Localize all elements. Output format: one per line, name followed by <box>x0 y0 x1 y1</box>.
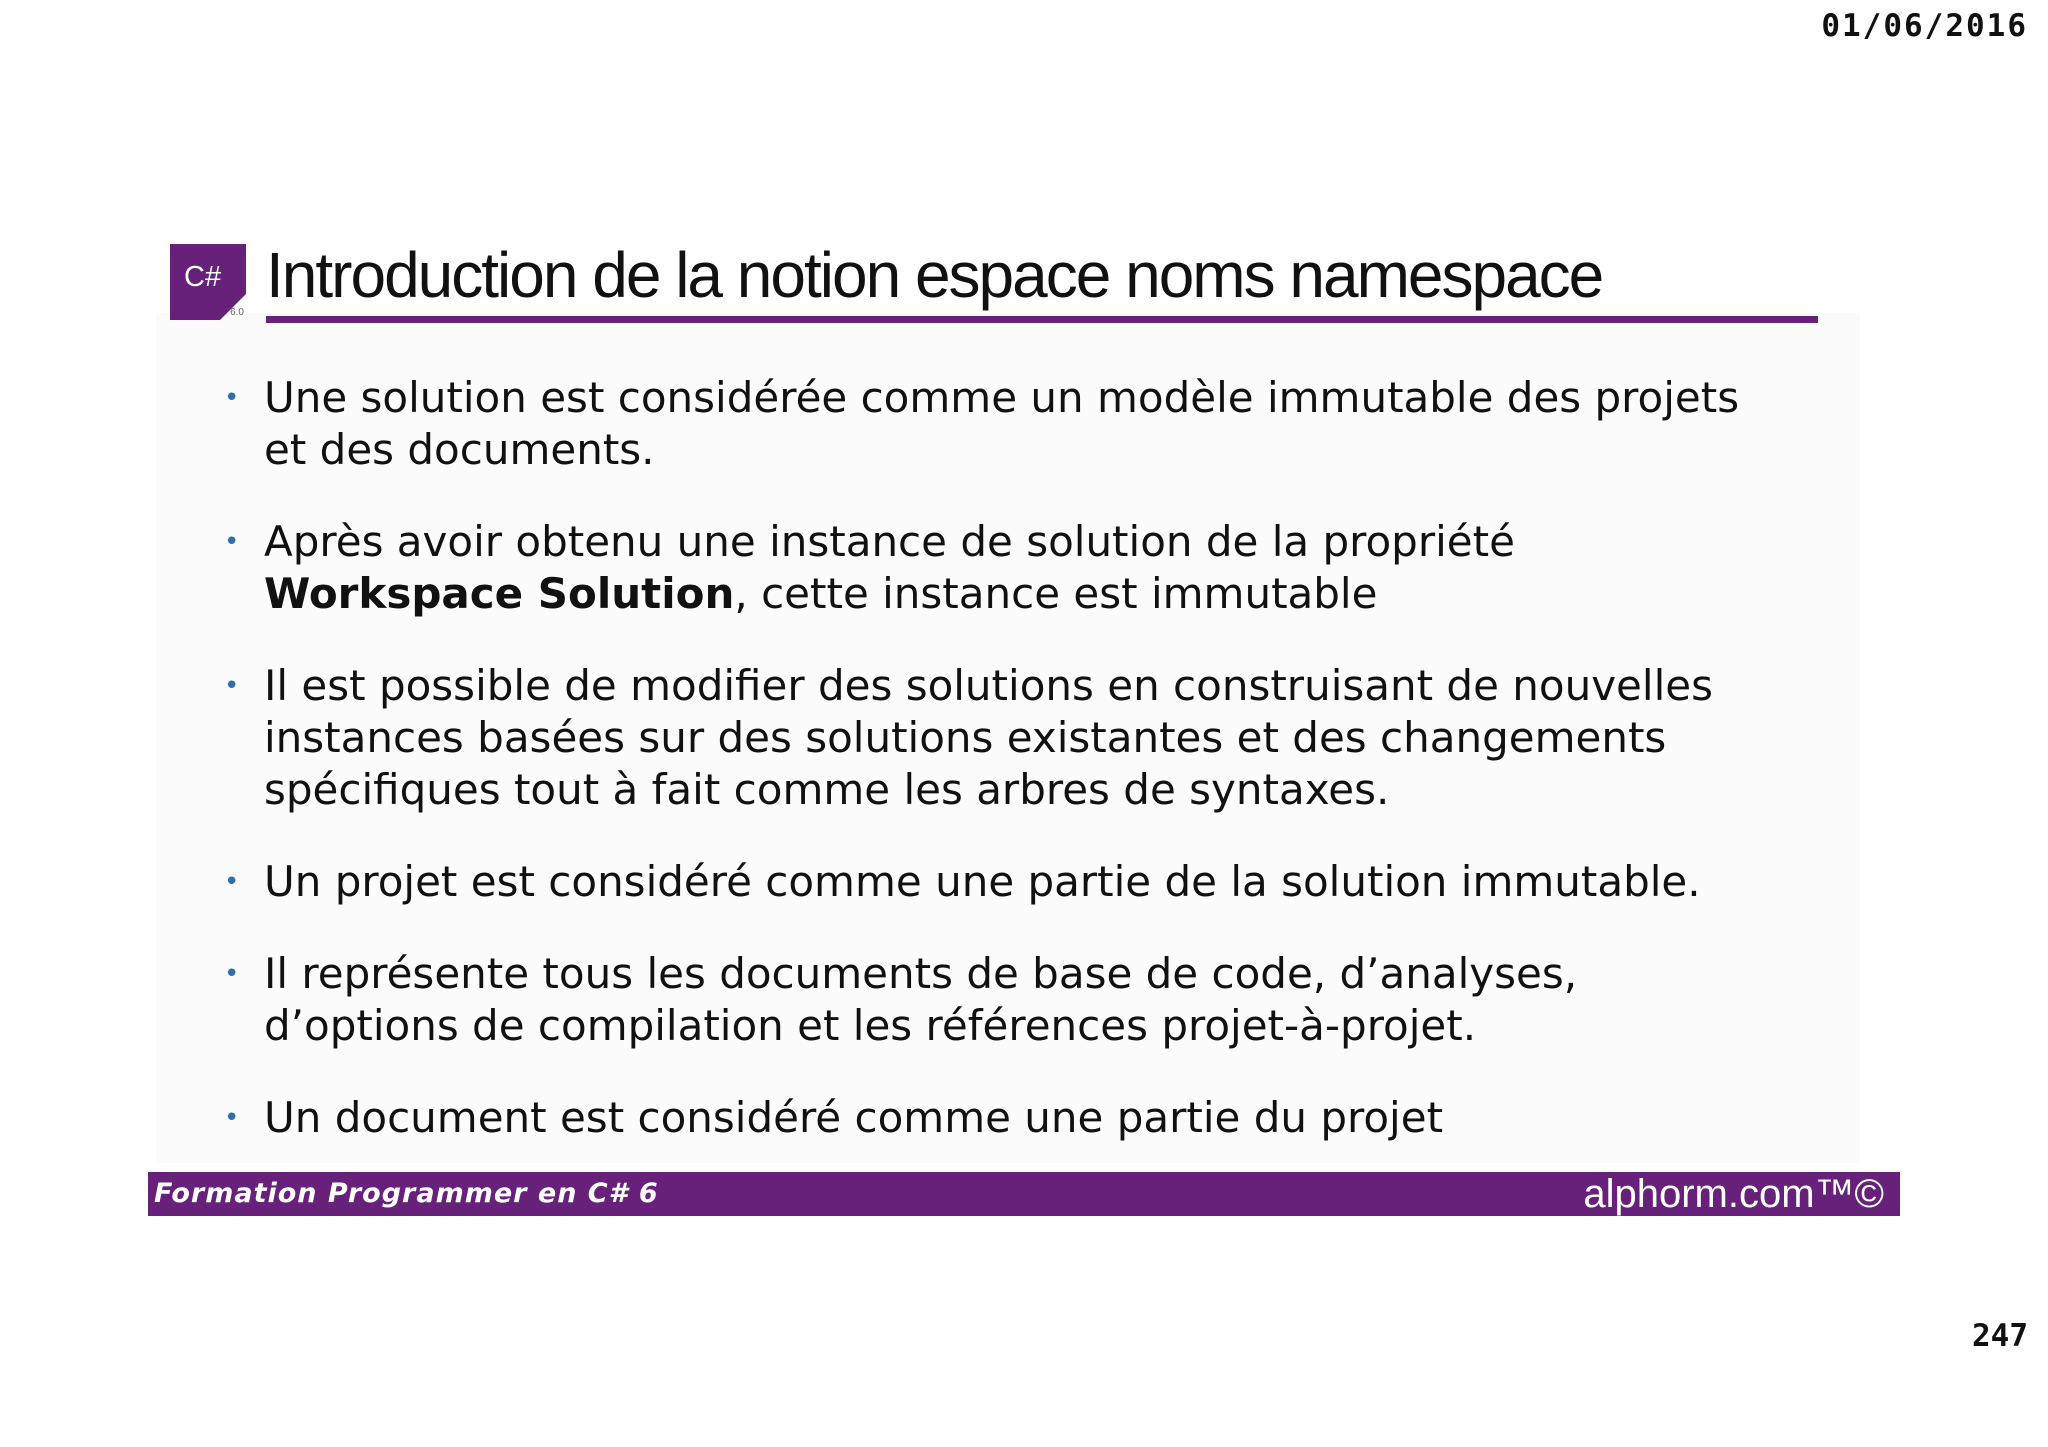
footer-brand: alphorm.com™© <box>1583 1172 1884 1216</box>
slide-title: Introduction de la notion espace noms namespace <box>266 239 1603 311</box>
bullet-item <box>224 948 1764 1052</box>
bullet-text-after: , cette instance est immutable <box>734 569 1378 618</box>
bullet-text: Après avoir obtenu une instance de solution de la propriété <box>264 517 1515 566</box>
page-date: 01/06/2016 <box>1821 8 2028 44</box>
bullet-text: Il représente tous les documents de base de code, d’analyses, d’options de compilation et les références projet-à-projet. <box>264 949 1578 1050</box>
bullet-item <box>224 516 1764 620</box>
footer-bar <box>148 1172 1900 1216</box>
bullet-item <box>224 660 1764 816</box>
bullet-text: Il est possible de modifier des solutions en construisant de nouvelles instances basées sur des solutions existantes et des changements spécifiques tout à fait comme les arbres de syntaxes. <box>264 661 1713 814</box>
bullet-item <box>224 856 1764 908</box>
bullet-dot-icon: • <box>224 959 240 989</box>
page-number: 247 <box>1972 1318 2028 1354</box>
bullet-dot-icon: • <box>224 527 240 557</box>
logo-version: 6.0 <box>230 307 244 318</box>
bullet-dot-icon: • <box>224 1103 240 1133</box>
title-underline <box>266 316 1818 323</box>
bullet-dot-icon: • <box>224 671 240 701</box>
csharp-logo-icon <box>170 244 246 320</box>
bullet-list <box>224 372 1764 1184</box>
logo-text: C# <box>184 261 222 293</box>
bullet-dot-icon: • <box>224 383 240 413</box>
bullet-text: Une solution est considérée comme un modèle immutable des projets et des documents. <box>264 373 1740 474</box>
bullet-text: Un document est considéré comme une partie du projet <box>264 1093 1444 1142</box>
slide <box>148 235 1900 1218</box>
bullet-dot-icon: • <box>224 867 240 897</box>
bullet-item <box>224 372 1764 476</box>
bullet-text: Un projet est considéré comme une partie de la solution immutable. <box>264 857 1701 906</box>
footer-course-title: Formation Programmer en C# 6 <box>154 1178 659 1209</box>
bullet-item <box>224 1092 1764 1144</box>
bullet-term: Workspace Solution <box>264 569 735 618</box>
